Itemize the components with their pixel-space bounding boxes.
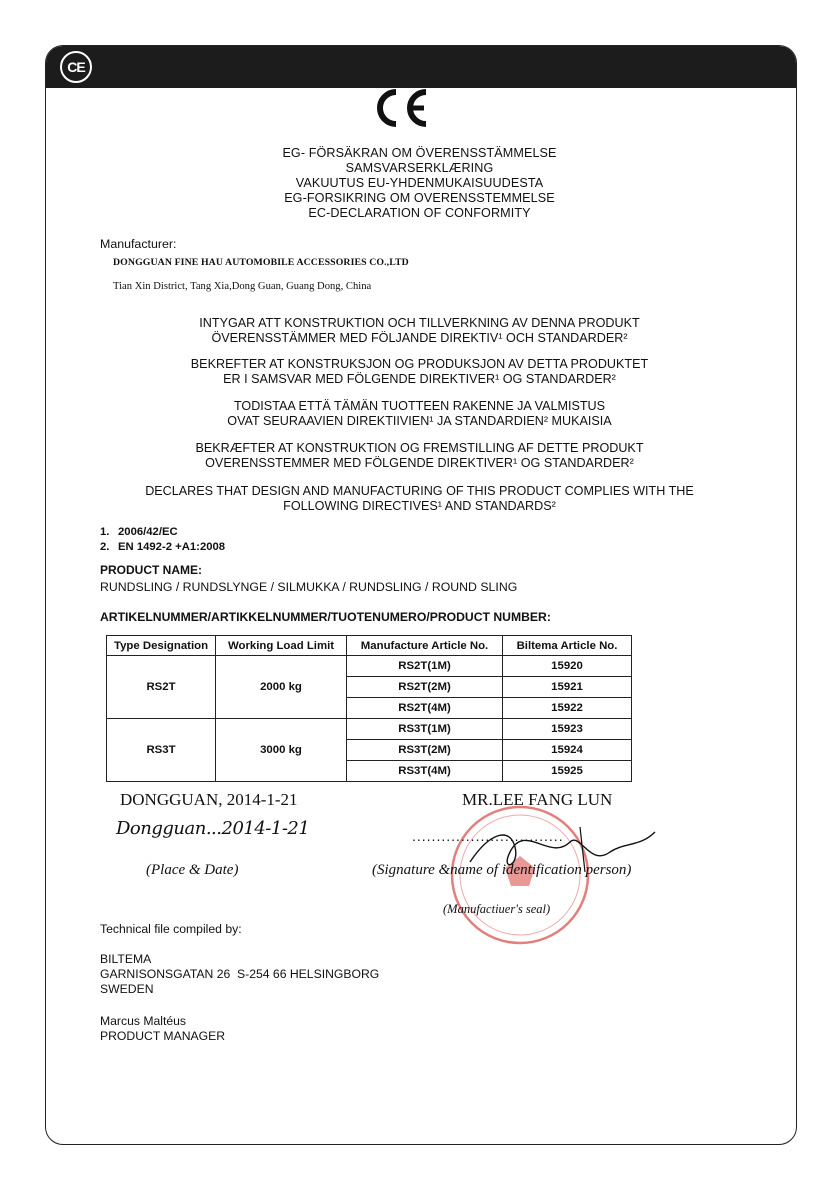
manufacturer-name: DONGGUAN FINE HAU AUTOMOBILE ACCESSORIES CO.,LTD	[113, 257, 409, 268]
manufacturer-label: Manufacturer:	[100, 237, 177, 251]
product-name-label: PRODUCT NAME:	[100, 563, 202, 577]
declaration-line: INTYGAR ATT KONSTRUKTION OCH TILLVERKNING AV DENNA PRODUKT	[199, 316, 640, 330]
signer-name: MR.LEE FANG LUN	[462, 790, 613, 809]
directive-item: 1. 2006/42/EC	[100, 526, 178, 538]
ce-mark-logo	[368, 88, 430, 128]
declaration-line: FOLLOWING DIRECTIVES¹ AND STANDARDS²	[283, 499, 556, 513]
declaration-line: ÖVERENSSTÄMMER MED FÖLJANDE DIREKTIV¹ OCH STANDARDER²	[211, 331, 628, 345]
title-line-dk: EG-FORSIKRING OM OVERENSSTEMMELSE	[284, 191, 555, 205]
wll-cell: 3000 kg	[216, 719, 347, 782]
article-number-label: ARTIKELNUMMER/ARTIKKELNUMMER/TUOTENUMERO/PRODUCT NUMBER:	[100, 610, 551, 624]
manufacture-article-cell: RS2T(1M)	[347, 656, 503, 677]
person-name: Marcus Maltéus	[100, 1014, 187, 1028]
biltema-article-cell: 15923	[503, 719, 632, 740]
declaration-no	[0, 357, 839, 387]
address-line: BILTEMA	[100, 952, 152, 966]
title-line-en: EC-DECLARATION OF CONFORMITY	[308, 206, 531, 220]
biltema-article-cell: 15921	[503, 677, 632, 698]
table-header-row	[107, 636, 632, 656]
declaration-line: OVAT SEURAAVIEN DIREKTIIVIEN¹ JA STANDARDIEN² MUKAISIA	[227, 414, 612, 428]
title-line-fi: VAKUUTUS EU-YHDENMUKAISUUDESTA	[295, 176, 544, 190]
address-line: GARNISONSGATAN 26 S-254 66 HELSINGBORG	[100, 967, 380, 981]
header-type-designation: Type Designation	[107, 636, 216, 656]
place-date-caption: (Place & Date)	[146, 862, 239, 878]
manufacture-article-cell: RS3T(4M)	[347, 761, 503, 782]
technical-address	[100, 952, 379, 997]
declaration-line: BEKREFTER AT KONSTRUKSJON OG PRODUKSJON AV DETTA PRODUKTET	[190, 357, 649, 371]
manufacture-article-cell: RS2T(4M)	[347, 698, 503, 719]
signature-dots: ...............................	[412, 828, 564, 844]
person-title: PRODUCT MANAGER	[100, 1029, 226, 1043]
declaration-se	[0, 316, 839, 346]
header-bar	[46, 46, 796, 88]
manufacture-article-cell: RS3T(2M)	[347, 740, 503, 761]
header-working-load-limit: Working Load Limit	[216, 636, 347, 656]
product-name-value: RUNDSLING / RUNDSLYNGE / SILMUKKA / RUNDSLING / ROUND SLING	[100, 580, 518, 594]
handwritten-place-date: Dongguan...2014-1-21	[116, 818, 310, 839]
directives-list	[100, 525, 225, 555]
title-line-se: EG- FÖRSÄKRAN OM ÖVERENSSTÄMMELSE	[282, 146, 557, 160]
header-biltema-article: Biltema Article No.	[503, 636, 632, 656]
declaration-fi	[0, 399, 839, 429]
declaration-en	[0, 484, 839, 514]
wll-cell: 2000 kg	[216, 656, 347, 719]
biltema-article-cell: 15920	[503, 656, 632, 677]
declaration-line: DECLARES THAT DESIGN AND MANUFACTURING OF THIS PRODUCT COMPLIES WITH THE	[145, 484, 694, 498]
declaration-line: OVERENSSTEMMER MED FÖLGENDE DIREKTIVER¹ OG STANDARDER²	[205, 456, 634, 470]
declaration-line: TODISTAA ETTÄ TÄMÄN TUOTTEEN RAKENNE JA VALMISTUS	[233, 399, 606, 413]
declaration-dk	[0, 441, 839, 471]
declaration-line: ER I SAMSVAR MED FÖLGENDE DIREKTIVER¹ OG STANDARDER²	[223, 372, 616, 386]
biltema-article-cell: 15925	[503, 761, 632, 782]
title-line-no: SAMSVARSERKLÆRING	[345, 161, 494, 175]
type-cell: RS2T	[107, 656, 216, 719]
technical-file-label: Technical file compiled by:	[100, 922, 242, 936]
header-manufacture-article: Manufacture Article No.	[347, 636, 503, 656]
table-row	[107, 719, 632, 740]
manufacture-article-cell: RS2T(2M)	[347, 677, 503, 698]
type-cell: RS3T	[107, 719, 216, 782]
biltema-article-cell: 15924	[503, 740, 632, 761]
seal-caption: (Manufactiuer's seal)	[443, 902, 551, 916]
manufacture-article-cell: RS3T(1M)	[347, 719, 503, 740]
address-line: SWEDEN	[100, 982, 154, 996]
article-table	[106, 635, 632, 782]
declaration-titles	[0, 146, 839, 221]
product-manager	[100, 1014, 225, 1044]
table-row	[107, 656, 632, 677]
place-date-typed: DONGGUAN, 2014-1-21	[120, 790, 298, 809]
biltema-article-cell: 15922	[503, 698, 632, 719]
manufacturer-address: Tian Xin District, Tang Xia,Dong Guan, Guang Dong, China	[113, 281, 372, 292]
signature-caption: (Signature &name of identification person)	[372, 862, 632, 878]
ce-badge-icon: CE	[60, 51, 92, 83]
declaration-line: BEKRÆFTER AT KONSTRUKTION OG FREMSTILLING AF DETTE PRODUKT	[195, 441, 644, 455]
directive-item: 2. EN 1492-2 +A1:2008	[100, 541, 226, 553]
